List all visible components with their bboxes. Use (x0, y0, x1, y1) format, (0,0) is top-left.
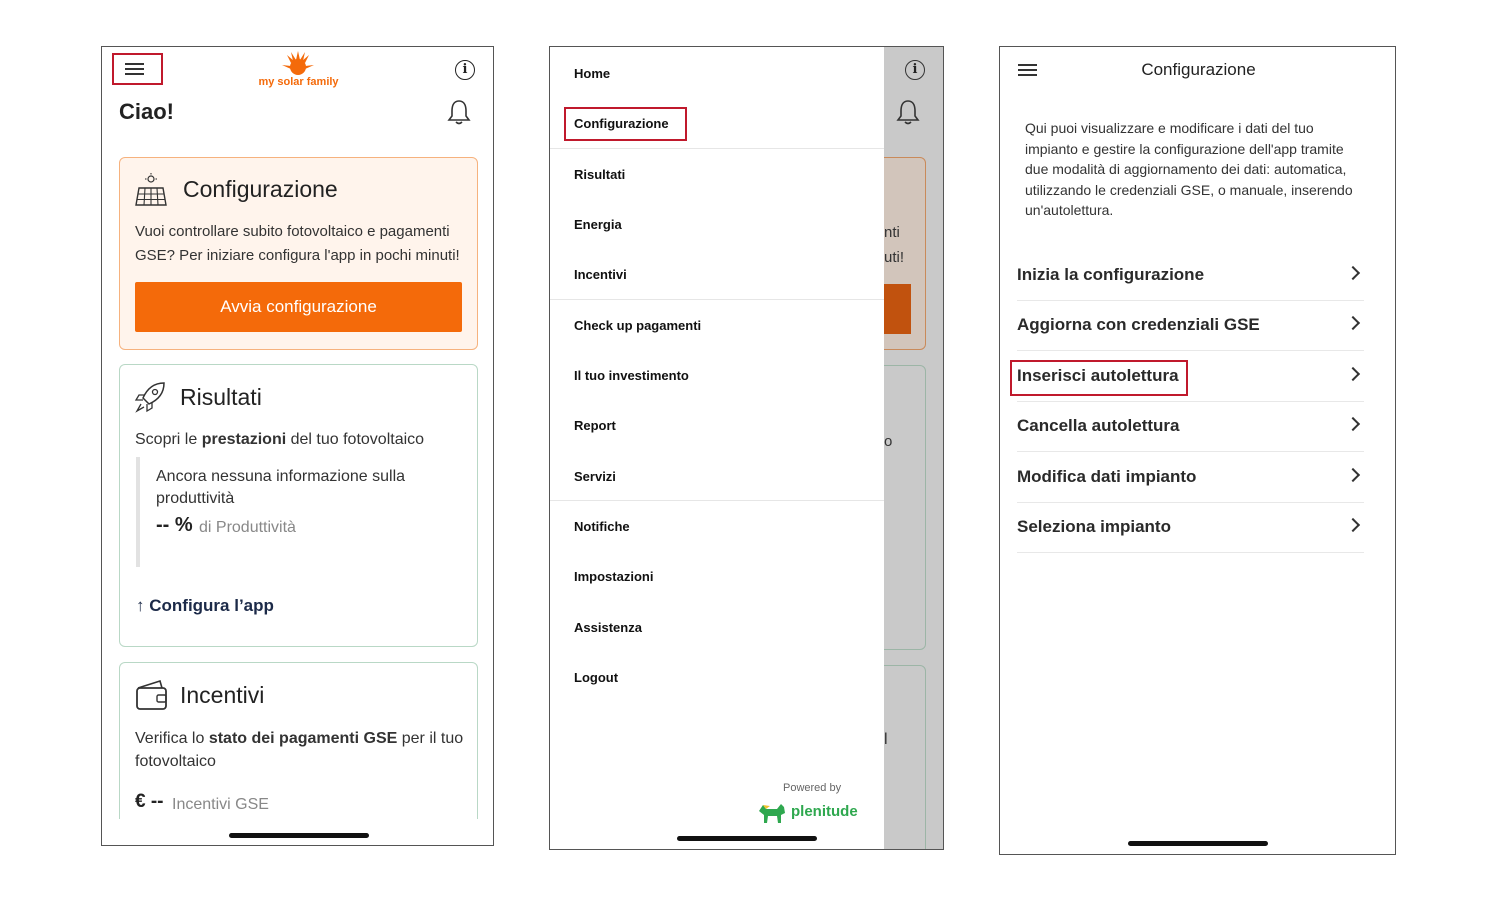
results-card-subtitle: Scopri le prestazioni del tuo fotovoltaico (135, 431, 425, 448)
incentives-label: Incentivi GSE (172, 796, 269, 813)
configuration-card-text: Vuoi controllare subito fotovoltaico e pagamenti GSE? Per iniziare configura l'app in pochi minuti! (135, 223, 460, 264)
option-label: Inizia la configurazione (1017, 265, 1205, 284)
dimmed-char-2: l (884, 731, 888, 748)
configuration-card-title: Configurazione (183, 176, 338, 202)
option-label: Seleziona impianto (1017, 517, 1171, 536)
incentives-value: € -- (135, 791, 164, 812)
menu-item-il-tuo-investimento[interactable]: Il tuo investimento (574, 368, 689, 383)
dimmed-char-1: o (884, 433, 893, 450)
chevron-right-icon (1346, 266, 1360, 280)
bell-icon[interactable] (447, 99, 471, 125)
app-logo-text: my solar family (258, 76, 339, 88)
powered-by-label: Powered by (783, 782, 842, 794)
menu-item-assistenza[interactable]: Assistenza (574, 620, 642, 635)
dimmed-button (884, 284, 911, 334)
menu-item-logout[interactable]: Logout (574, 670, 619, 685)
productivity-value: -- % (156, 514, 193, 536)
productivity-label: di Produttività (199, 519, 296, 536)
page-title: Configurazione (1141, 60, 1256, 79)
dog-logo-icon (757, 801, 787, 825)
option-label: Cancella autolettura (1017, 416, 1180, 435)
chevron-right-icon (1346, 316, 1360, 330)
configuration-description: Qui puoi visualizzare e modificare i dati del tuo impianto e gestire la configurazione dell'app tramite due modalità di aggiornamento dei dati: automatica, utilizzando le credenziali GSE, o manuale, inserendo un'autolettura. (1025, 120, 1353, 218)
configuration-screen (999, 46, 1396, 855)
menu-item-incentivi[interactable]: Incentivi (574, 267, 627, 282)
results-card-title: Risultati (180, 384, 262, 410)
plenitude-brand: plenitude (791, 803, 858, 820)
option-aggiorna-credenziali-gse[interactable] (1017, 301, 1364, 351)
menu-item-servizi[interactable]: Servizi (574, 469, 616, 484)
option-cancella-autolettura[interactable] (1017, 402, 1364, 452)
menu-drawer-screen (549, 46, 944, 850)
menu-item-home[interactable]: Home (574, 66, 611, 81)
greeting-title: Ciao! (119, 99, 174, 124)
menu-separator (550, 500, 884, 501)
menu-separator (550, 299, 884, 300)
menu-item-report[interactable]: Report (574, 418, 616, 433)
info-icon[interactable]: i (455, 60, 475, 80)
incentives-card-text: Verifica lo stato dei pagamenti GSE per il tuo fotovoltaico (135, 730, 464, 770)
start-configuration-button[interactable]: Avvia configurazione (135, 282, 462, 332)
home-indicator (677, 836, 817, 841)
chevron-right-icon (1346, 417, 1360, 431)
incentives-card-title: Incentivi (180, 682, 265, 708)
menu-drawer (550, 47, 884, 850)
menu-item-notifiche[interactable]: Notifiche (574, 519, 630, 534)
option-label: Modifica dati impianto (1017, 467, 1197, 486)
solar-panel-icon (135, 173, 169, 207)
chevron-right-icon (1346, 518, 1360, 532)
configure-app-link[interactable]: ↑ Configura l’app (136, 596, 274, 615)
chevron-right-icon (1346, 468, 1360, 482)
home-screen (101, 46, 494, 846)
dimmed-overlay[interactable] (884, 47, 944, 850)
chevron-right-icon (1346, 367, 1360, 381)
menu-item-check-up-pagamenti[interactable]: Check up pagamenti (574, 318, 702, 333)
dimmed-text-1: nti (884, 224, 900, 241)
option-modifica-dati-impianto[interactable] (1017, 453, 1364, 503)
configuration-card (119, 157, 478, 350)
highlight-menu-button (112, 53, 163, 85)
info-icon-dimmed: i (905, 60, 925, 80)
highlight-inserisci-autolettura (1010, 360, 1188, 396)
wallet-icon (135, 679, 169, 711)
home-indicator (229, 833, 369, 838)
results-empty-info: Ancora nessuna informazione sulla produttività (156, 468, 406, 507)
option-inizia-configurazione[interactable] (1017, 251, 1364, 301)
sun-logo-icon (281, 51, 315, 79)
results-card (119, 364, 478, 647)
home-indicator (1128, 841, 1268, 846)
bell-icon-dimmed (896, 99, 920, 125)
rocket-icon (134, 380, 168, 414)
menu-item-risultati[interactable]: Risultati (574, 167, 626, 182)
option-label: Aggiorna con credenziali GSE (1017, 315, 1260, 334)
dimmed-text-2: uti! (884, 249, 905, 266)
menu-separator (550, 148, 884, 149)
info-divider (136, 457, 140, 567)
option-seleziona-impianto[interactable] (1017, 503, 1364, 553)
menu-item-configurazione[interactable]: Configurazione (574, 116, 669, 131)
menu-item-energia[interactable]: Energia (574, 217, 622, 232)
menu-item-impostazioni[interactable]: Impostazioni (574, 569, 654, 584)
highlight-configurazione (564, 107, 687, 141)
option-label: Inserisci autolettura (1017, 366, 1179, 385)
